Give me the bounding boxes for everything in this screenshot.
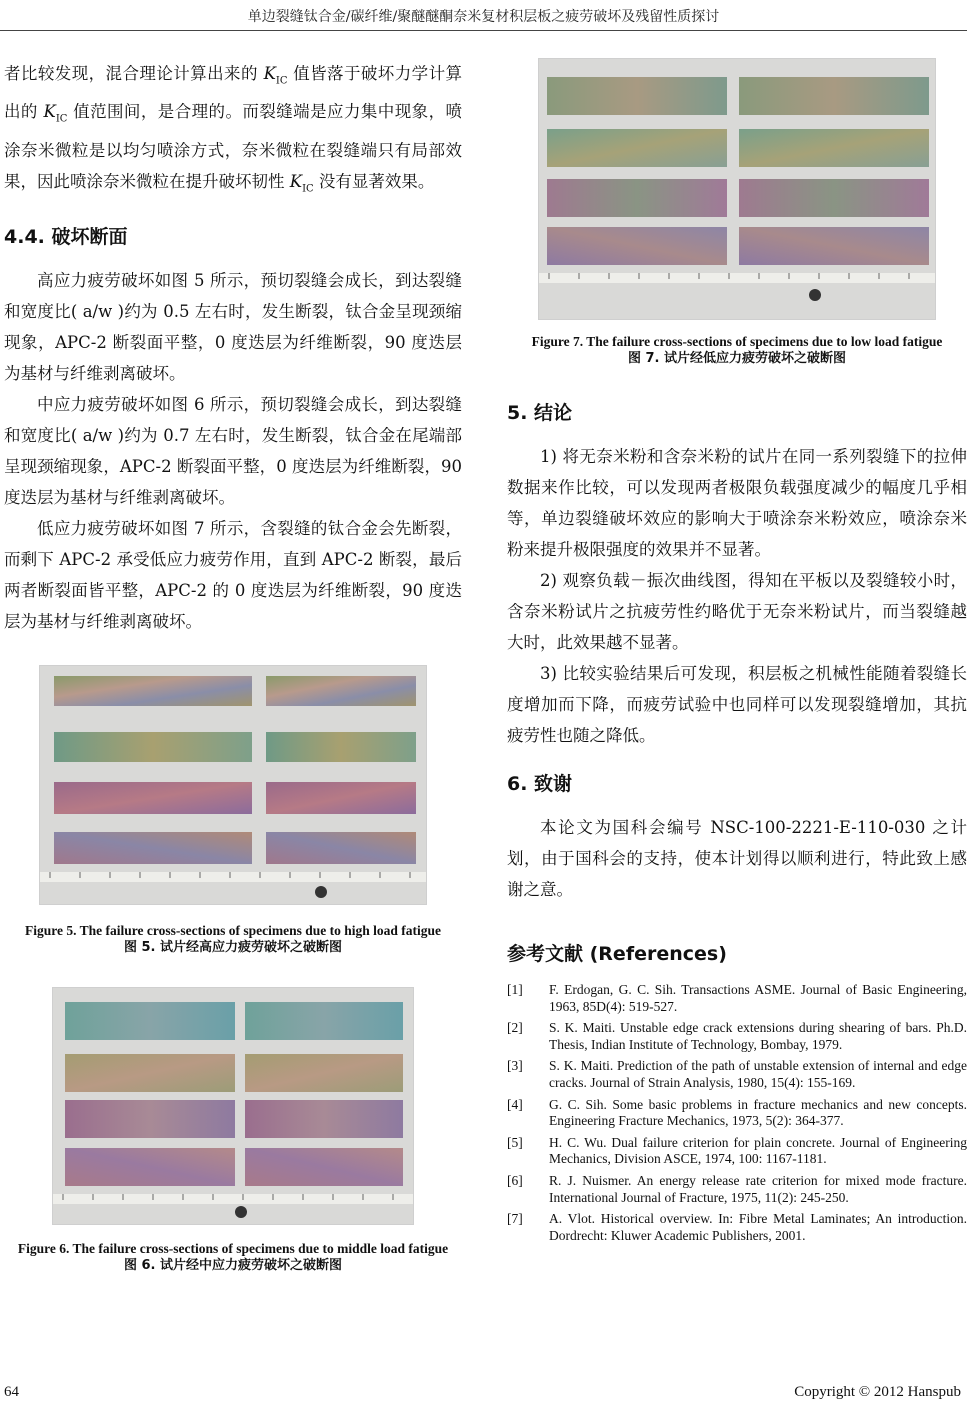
left-column [4, 58, 462, 1275]
acknowledgement: 本论文为国科会编号 NSC-100-2221-E-110-030 之计划，由于国科会的支持，使本计划得以顺利进行，特此致上感谢之意。 [507, 818, 967, 899]
figure-5-caption-en: Figure 5. The failure cross-sections of specimens due to high load fatigue [24, 922, 441, 938]
paragraph-low-load: 低应力疲劳破坏如图 7 所示，含裂缝的钛合金会先断裂，而剩下 APC-2 承受低应力疲劳作用，直到 APC-2 断裂，最后两者断裂面皆平整，APC-2 的 0 度迭层为纤维断裂，90 度迭层为基材与纤维剥离破坏。 [4, 518, 462, 631]
text-fragment: 值范围间，是合理的。而裂缝端是应力集中现象，喷涂奈米微粒是以均匀喷涂方式，奈米微粒在裂缝端只有局部效果，因此喷涂奈米微粒在提升破坏韧性 [4, 102, 462, 191]
right-column [507, 58, 967, 1249]
figure-5-caption-cn: 图 5. 试片经高应力疲劳破坏之破断图 [123, 939, 343, 955]
header-rule [0, 30, 967, 31]
kic-symbol: $K_{IC}$ [289, 171, 314, 194]
paragraph-kic [4, 58, 462, 204]
reference-list [507, 982, 967, 1244]
paragraph-high-load: 高应力疲劳破坏如图 5 所示，预切裂缝会成长，到达裂缝和宽度比( a/w )约为 0.5 左右时，发生断裂，钛合金呈现颈缩现象，APC-2 断裂面平整，0 度迭层为纤维断裂，90 度迭层为基材与纤维剥离破坏。 [4, 270, 462, 383]
text-fragment: 者比较发现，混合理论计算出来的 [4, 64, 264, 83]
section-heading-4-4: 4.4. 破坏断面 [4, 225, 128, 248]
conclusion-3: 3) 比较实验结果后可发现，积层板之机械性能随着裂缝长度增加而下降，而疲劳试验中也同样可以发现裂缝增加，其抗疲劳性也随之降低。 [507, 664, 967, 745]
specimen-photo-fig7 [539, 59, 936, 320]
references-heading: 参考文献 (References) [507, 943, 727, 965]
figure-5-photo [39, 665, 427, 905]
figure-7-photo [538, 58, 936, 320]
reference-item: [5] H. C. Wu. Dual failure criterion for plain concrete. Journal of Engineering Mechanics, Division ASCE, 1974, 100: 1167-1181. [507, 1134, 967, 1167]
running-title: 单边裂缝钛合金/碳纤维/聚醚醚酮奈米复材积层板之疲劳破坏及残留性质探讨 [247, 9, 720, 25]
text-fragment: 值皆落于破坏力学计算出的 [4, 64, 462, 122]
section-heading-6: 6. 致谢 [507, 773, 573, 795]
reference-item: [2] S. K. Maiti. Unstable edge crack extensions during shearing of bars. Ph.D. Thesis, Indian Institute of Technology, Bombay, 1979. [507, 1020, 967, 1052]
conclusion-2: 2) 观察负载－振次曲线图，得知在平板以及裂缝较小时，含奈米粉试片之抗疲劳性约略优于无奈米粉试片，而当裂缝越大时，此效果越不显著。 [507, 571, 967, 652]
figure-6-photo [52, 987, 414, 1225]
specimen-photo-fig6 [53, 988, 414, 1225]
reference-item: [7] A. Vlot. Historical overview. In: Fibre Metal Laminates; An introduction. Dordrecht: Kluwer Academic Publishers, 2001. [507, 1211, 967, 1243]
reference-item: [1] F. Erdogan, G. C. Sih. Transactions ASME. Journal of Basic Engineering, 1963, 85D(4): 519-527. [507, 982, 967, 1014]
figure-7-caption-cn: 图 7. 试片经低应力疲劳破坏之破断图 [627, 351, 847, 366]
conclusion-1: 1) 将无奈米粉和含奈米粉的试片在同一系列裂缝下的拉伸数据来作比较，可以发现两者极限负载强度减少的幅度几乎相等，单边裂缝破坏效应的影响大于喷涂奈米粉效应，喷涂奈米粉来提升极限强度的效果并不显著。 [507, 447, 967, 559]
text-fragment: 没有显著效果。 [313, 171, 435, 191]
paragraph-middle-load: 中应力疲劳破坏如图 6 所示，预切裂缝会成长，到达裂缝和宽度比( a/w )约为 0.7 左右时，发生断裂，钛合金在尾端部呈现颈缩现象，APC-2 断裂面平整，0 度迭层为纤维断裂，90 度迭层为基材与纤维剥离破坏。 [4, 394, 462, 507]
reference-item: [6] R. J. Nuismer. An energy release rate criterion for mixed mode fracture. International Journal of Fracture, 1975, 11(2): 245-250. [507, 1172, 967, 1205]
figure-7-caption-en: Figure 7. The failure cross-sections of specimens due to low load fatigue [531, 334, 943, 349]
kic-symbol: $K_{IC}$ [263, 64, 288, 87]
copyright: Copyright © 2012 Hanspub [794, 1384, 961, 1400]
section-heading-5: 5. 结论 [507, 402, 573, 424]
reference-item: [3] S. K. Maiti. Prediction of the path of unstable extension of internal and edge cracks. Journal of Strain Analysis, 1980, 15(4): 155-169. [507, 1058, 967, 1090]
page-number: 64 [4, 1384, 19, 1400]
kic-symbol: $K_{IC}$ [43, 102, 68, 125]
reference-item: [4] G. C. Sih. Some basic problems in fracture mechanics and new concepts. Engineering Fracture Mechanics, 1973, 5(2): 364-377. [507, 1096, 967, 1129]
figure-6-caption-cn: 图 6. 试片经中应力疲劳破坏之破断图 [123, 1257, 343, 1273]
specimen-photo-fig5 [40, 666, 427, 905]
figure-6-caption-en: Figure 6. The failure cross-sections of specimens due to middle load fatigue [17, 1240, 449, 1256]
